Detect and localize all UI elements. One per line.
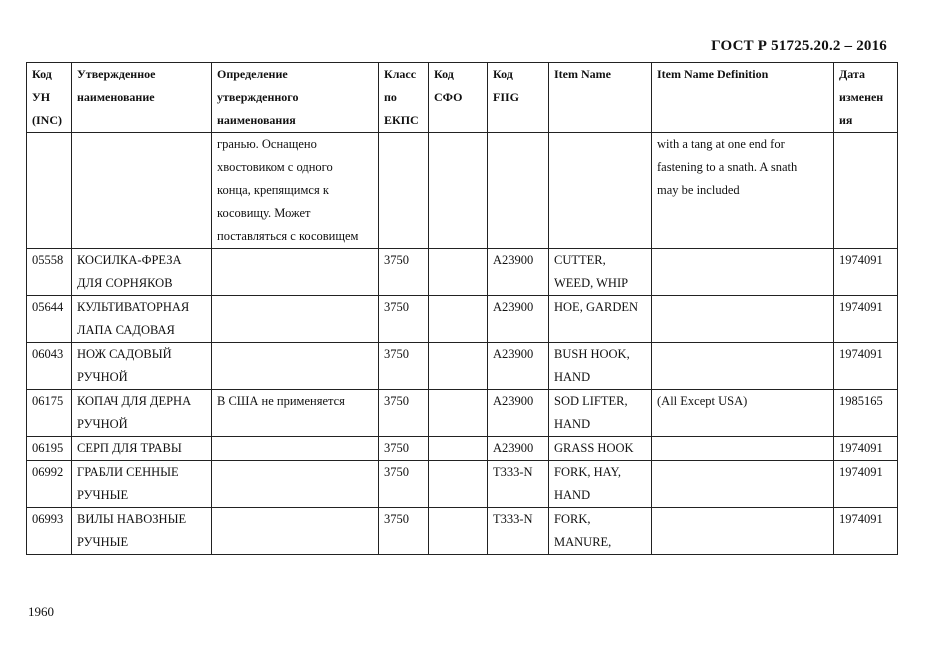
cell-fiig-code [488, 508, 549, 555]
cell-text-line: with a tang at one end for [657, 137, 785, 151]
cell-approved-name [72, 390, 212, 437]
cell-item-name [549, 133, 652, 249]
cell-text-line: конца, крепящимся к [217, 183, 329, 197]
cell-text-line: по [384, 90, 397, 104]
cell-approved-name [72, 437, 212, 461]
cell-item-name-definition [652, 390, 834, 437]
cell-text-line: Item Name Definition [657, 67, 769, 81]
cell-inc-code [27, 461, 72, 508]
cell-text-line: 3750 [384, 300, 409, 314]
cell-item-name [549, 343, 652, 390]
table-row [27, 343, 898, 390]
cell-inc-code [27, 437, 72, 461]
cell-item-name [549, 249, 652, 296]
cell-text-line: 05558 [32, 253, 64, 267]
cell-text-line: косовищу. Может [217, 206, 311, 220]
cell-item-name [549, 437, 652, 461]
cell-text-line: КОСИЛКА-ФРЕЗА [77, 253, 182, 267]
cell-text-line: 3750 [384, 465, 409, 479]
cell-change-date [834, 508, 898, 555]
cell-text-line: 1974091 [839, 441, 883, 455]
cell-text-line: 3750 [384, 394, 409, 408]
cell-text-line: поставляться с косовищем [217, 229, 359, 243]
cell-fiig-code [488, 437, 549, 461]
cell-item-name-definition [652, 461, 834, 508]
cell-text-line: гранью. Оснащено [217, 137, 317, 151]
cell-text-line: MANURE, [554, 535, 612, 549]
cell-text-line: HOE, GARDEN [554, 300, 639, 314]
table-header-row [27, 63, 898, 133]
cell-text-line: 06993 [32, 512, 64, 526]
cell-fiig-code [488, 296, 549, 343]
cell-text-line: ВИЛЫ НАВОЗНЫЕ [77, 512, 187, 526]
table-row [27, 249, 898, 296]
cell-text-line: наименования [217, 113, 296, 127]
cell-change-date [834, 437, 898, 461]
cell-approved-name [72, 133, 212, 249]
cell-text-line: A23900 [493, 253, 534, 267]
cell-sfo-code [429, 390, 488, 437]
table-row [27, 390, 898, 437]
cell-fiig-code [488, 343, 549, 390]
cell-item-name-definition [652, 437, 834, 461]
cell-text-line: Код [493, 67, 513, 81]
cell-item-name-definition [652, 343, 834, 390]
column-header-item-name [549, 63, 652, 133]
column-header-ekps-class [379, 63, 429, 133]
cell-change-date [834, 343, 898, 390]
cell-text-line: WEED, WHIP [554, 276, 629, 290]
cell-text-line: ГРАБЛИ СЕННЫЕ [77, 465, 179, 479]
page-number: 1960 [28, 604, 54, 619]
cell-change-date [834, 249, 898, 296]
cell-text-line: 1974091 [839, 465, 883, 479]
document-standard-number: ГОСТ Р 51725.20.2 – 2016 [711, 38, 887, 54]
cell-text-line: КОПАЧ ДЛЯ ДЕРНА [77, 394, 192, 408]
cell-sfo-code [429, 508, 488, 555]
cell-text-line: 06175 [32, 394, 64, 408]
cell-text-line: 1974091 [839, 512, 883, 526]
cell-change-date [834, 133, 898, 249]
cell-approved-name [72, 296, 212, 343]
cell-name-definition [212, 437, 379, 461]
table-row [27, 461, 898, 508]
cell-ekps-class [379, 296, 429, 343]
cell-text-line: наименование [77, 90, 155, 104]
cell-text-line: Определение [217, 67, 288, 81]
cell-approved-name [72, 508, 212, 555]
cell-text-line: утвержденного [217, 90, 299, 104]
column-header-sfo-code [429, 63, 488, 133]
cell-text-line: ЕКПС [384, 113, 419, 127]
column-header-fiig-code [488, 63, 549, 133]
cell-text-line: ЛАПА САДОВАЯ [77, 323, 175, 337]
cell-text-line: РУЧНОЙ [77, 370, 128, 384]
column-header-item-name-definition [652, 63, 834, 133]
cell-text-line: fastening to a snath. A snath [657, 160, 798, 174]
table-body [27, 133, 898, 555]
cell-text-line: Класс [384, 67, 417, 81]
cell-item-name [549, 461, 652, 508]
cell-name-definition [212, 296, 379, 343]
cell-text-line: РУЧНЫЕ [77, 488, 129, 502]
cell-text-line: СЕРП ДЛЯ ТРАВЫ [77, 441, 182, 455]
cell-sfo-code [429, 133, 488, 249]
cell-name-definition [212, 461, 379, 508]
cell-text-line: 1974091 [839, 347, 883, 361]
cell-text-line: ия [839, 113, 853, 127]
cell-name-definition [212, 390, 379, 437]
cell-ekps-class [379, 461, 429, 508]
cell-item-name-definition [652, 508, 834, 555]
cell-text-line: 3750 [384, 441, 409, 455]
cell-text-line: A23900 [493, 347, 534, 361]
cell-ekps-class [379, 133, 429, 249]
cell-inc-code [27, 390, 72, 437]
cell-inc-code [27, 133, 72, 249]
column-header-approved-name [72, 63, 212, 133]
cell-text-line: T333-N [493, 465, 533, 479]
cell-ekps-class [379, 437, 429, 461]
cell-text-line: A23900 [493, 441, 534, 455]
cell-text-line: 06195 [32, 441, 64, 455]
cell-fiig-code [488, 461, 549, 508]
cell-text-line: НОЖ САДОВЫЙ [77, 347, 172, 361]
cell-text-line: Item Name [554, 67, 611, 81]
cell-sfo-code [429, 249, 488, 296]
cell-text-line: FORK, [554, 512, 591, 526]
table-row [27, 508, 898, 555]
column-header-change-date [834, 63, 898, 133]
cell-text-line: HAND [554, 370, 591, 384]
cell-text-line: CUTTER, [554, 253, 606, 267]
cell-text-line: Дата [839, 67, 865, 81]
cell-approved-name [72, 343, 212, 390]
column-header-name-definition [212, 63, 379, 133]
cell-text-line: Утвержденное [77, 67, 156, 81]
cell-item-name-definition [652, 133, 834, 249]
cell-text-line: 06043 [32, 347, 64, 361]
column-header-inc-code [27, 63, 72, 133]
cell-text-line: изменен [839, 90, 884, 104]
cell-text-line: СФО [434, 90, 463, 104]
cell-sfo-code [429, 437, 488, 461]
cell-fiig-code [488, 133, 549, 249]
cell-change-date [834, 296, 898, 343]
table-row [27, 437, 898, 461]
cell-approved-name [72, 461, 212, 508]
cell-approved-name [72, 249, 212, 296]
cell-text-line: хвостовиком с одного [217, 160, 333, 174]
cell-text-line: FORK, HAY, [554, 465, 622, 479]
cell-ekps-class [379, 249, 429, 296]
cell-text-line: T333-N [493, 512, 533, 526]
cell-ekps-class [379, 508, 429, 555]
cell-name-definition [212, 343, 379, 390]
cell-text-line: (All Except USA) [657, 394, 748, 408]
cell-text-line: 1974091 [839, 253, 883, 267]
cell-text-line: 1985165 [839, 394, 883, 408]
cell-text-line: УН [32, 90, 51, 104]
catalog-table [26, 62, 898, 555]
cell-item-name-definition [652, 296, 834, 343]
cell-item-name [549, 508, 652, 555]
cell-name-definition [212, 249, 379, 296]
cell-item-name [549, 296, 652, 343]
cell-text-line: A23900 [493, 300, 534, 314]
cell-change-date [834, 390, 898, 437]
cell-sfo-code [429, 296, 488, 343]
cell-text-line: HAND [554, 417, 591, 431]
cell-item-name [549, 390, 652, 437]
cell-text-line: КУЛЬТИВАТОРНАЯ [77, 300, 190, 314]
cell-inc-code [27, 249, 72, 296]
cell-inc-code [27, 296, 72, 343]
cell-text-line: 05644 [32, 300, 64, 314]
cell-change-date [834, 461, 898, 508]
cell-text-line: ДЛЯ СОРНЯКОВ [77, 276, 173, 290]
cell-text-line: Код [32, 67, 52, 81]
cell-text-line: 06992 [32, 465, 64, 479]
cell-text-line: HAND [554, 488, 591, 502]
cell-text-line: 1974091 [839, 300, 883, 314]
cell-inc-code [27, 343, 72, 390]
cell-text-line: 3750 [384, 253, 409, 267]
cell-text-line: РУЧНЫЕ [77, 535, 129, 549]
cell-item-name-definition [652, 249, 834, 296]
cell-fiig-code [488, 249, 549, 296]
cell-text-line: 3750 [384, 347, 409, 361]
cell-name-definition [212, 508, 379, 555]
cell-text-line: Код [434, 67, 454, 81]
cell-text-line: (INC) [32, 113, 62, 127]
cell-text-line: BUSH HOOK, [554, 347, 630, 361]
cell-text-line: SOD LIFTER, [554, 394, 628, 408]
cell-inc-code [27, 508, 72, 555]
cell-text-line: A23900 [493, 394, 534, 408]
cell-text-line: may be included [657, 183, 740, 197]
cell-ekps-class [379, 390, 429, 437]
cell-ekps-class [379, 343, 429, 390]
cell-text-line: В США не применяется [217, 394, 345, 408]
table-row [27, 296, 898, 343]
cell-text-line: 3750 [384, 512, 409, 526]
cell-text-line: FIIG [493, 90, 520, 104]
cell-sfo-code [429, 461, 488, 508]
cell-sfo-code [429, 343, 488, 390]
cell-name-definition [212, 133, 379, 249]
table-row [27, 133, 898, 249]
cell-fiig-code [488, 390, 549, 437]
cell-text-line: РУЧНОЙ [77, 417, 128, 431]
cell-text-line: GRASS HOOK [554, 441, 634, 455]
